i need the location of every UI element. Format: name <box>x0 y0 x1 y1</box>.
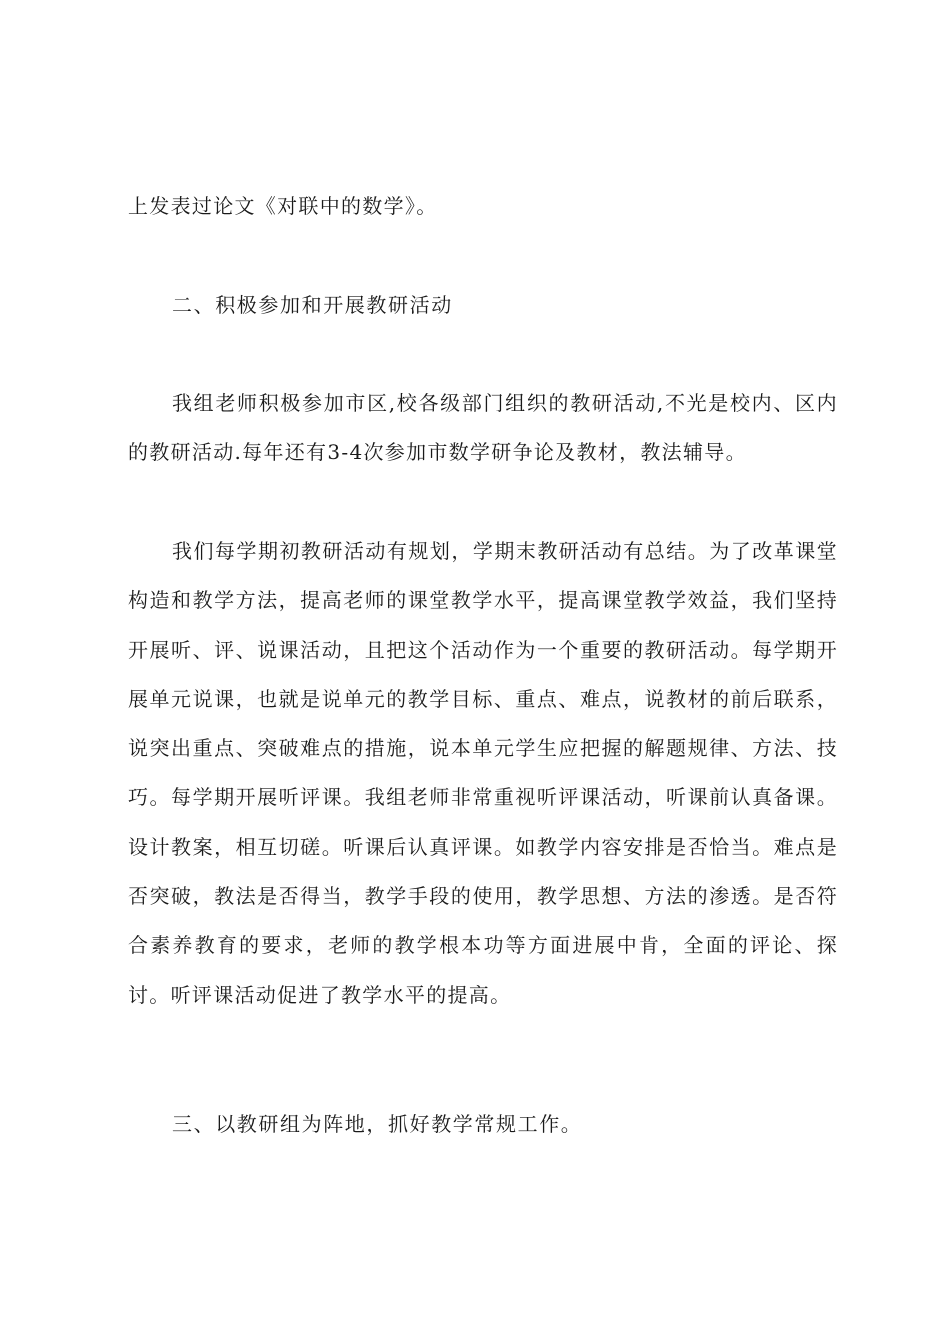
paragraph-continuation: 上发表过论文《对联中的数学》。 <box>128 194 438 218</box>
paragraph-teaching-research: 我组老师积极参加市区,校各级部门组织的教研活动,不光是校内、区内的教研活动.每年还有3-4次参加市数学研争论及教材，教法辅导。 <box>128 391 838 465</box>
section-heading-2: 二、积极参加和开展教研活动 <box>172 293 453 317</box>
section-heading-3: 三、以教研组为阵地，抓好教学常规工作。 <box>172 1112 583 1136</box>
paragraph-lesson-evaluation: 我们每学期初教研活动有规划，学期末教研活动有总结。为了改革课堂构造和教学方法，提高老师的课堂教学水平，提高课堂教学效益，我们坚持开展听、评、说课活动，且把这个活动作为一个重要的教研活动。每学期开展单元说课，也就是说单元的教学目标、重点、难点，说教材的前后联系，说突出重点、突破难点的措施，说本单元学生应把握的解题规律、方法、技巧。每学期开展听评课。我组老师非常重视听评课活动，听课前认真备课。设计教案，相互切磋。听课后认真评课。如教学内容安排是否恰当。难点是否突破，教法是否得当，教学手段的使用，教学思想、方法的渗透。是否符合素养教育的要求，老师的教学根本功等方面进展中肯，全面的评论、探讨。听评课活动促进了教学水平的提高。 <box>128 539 838 1007</box>
